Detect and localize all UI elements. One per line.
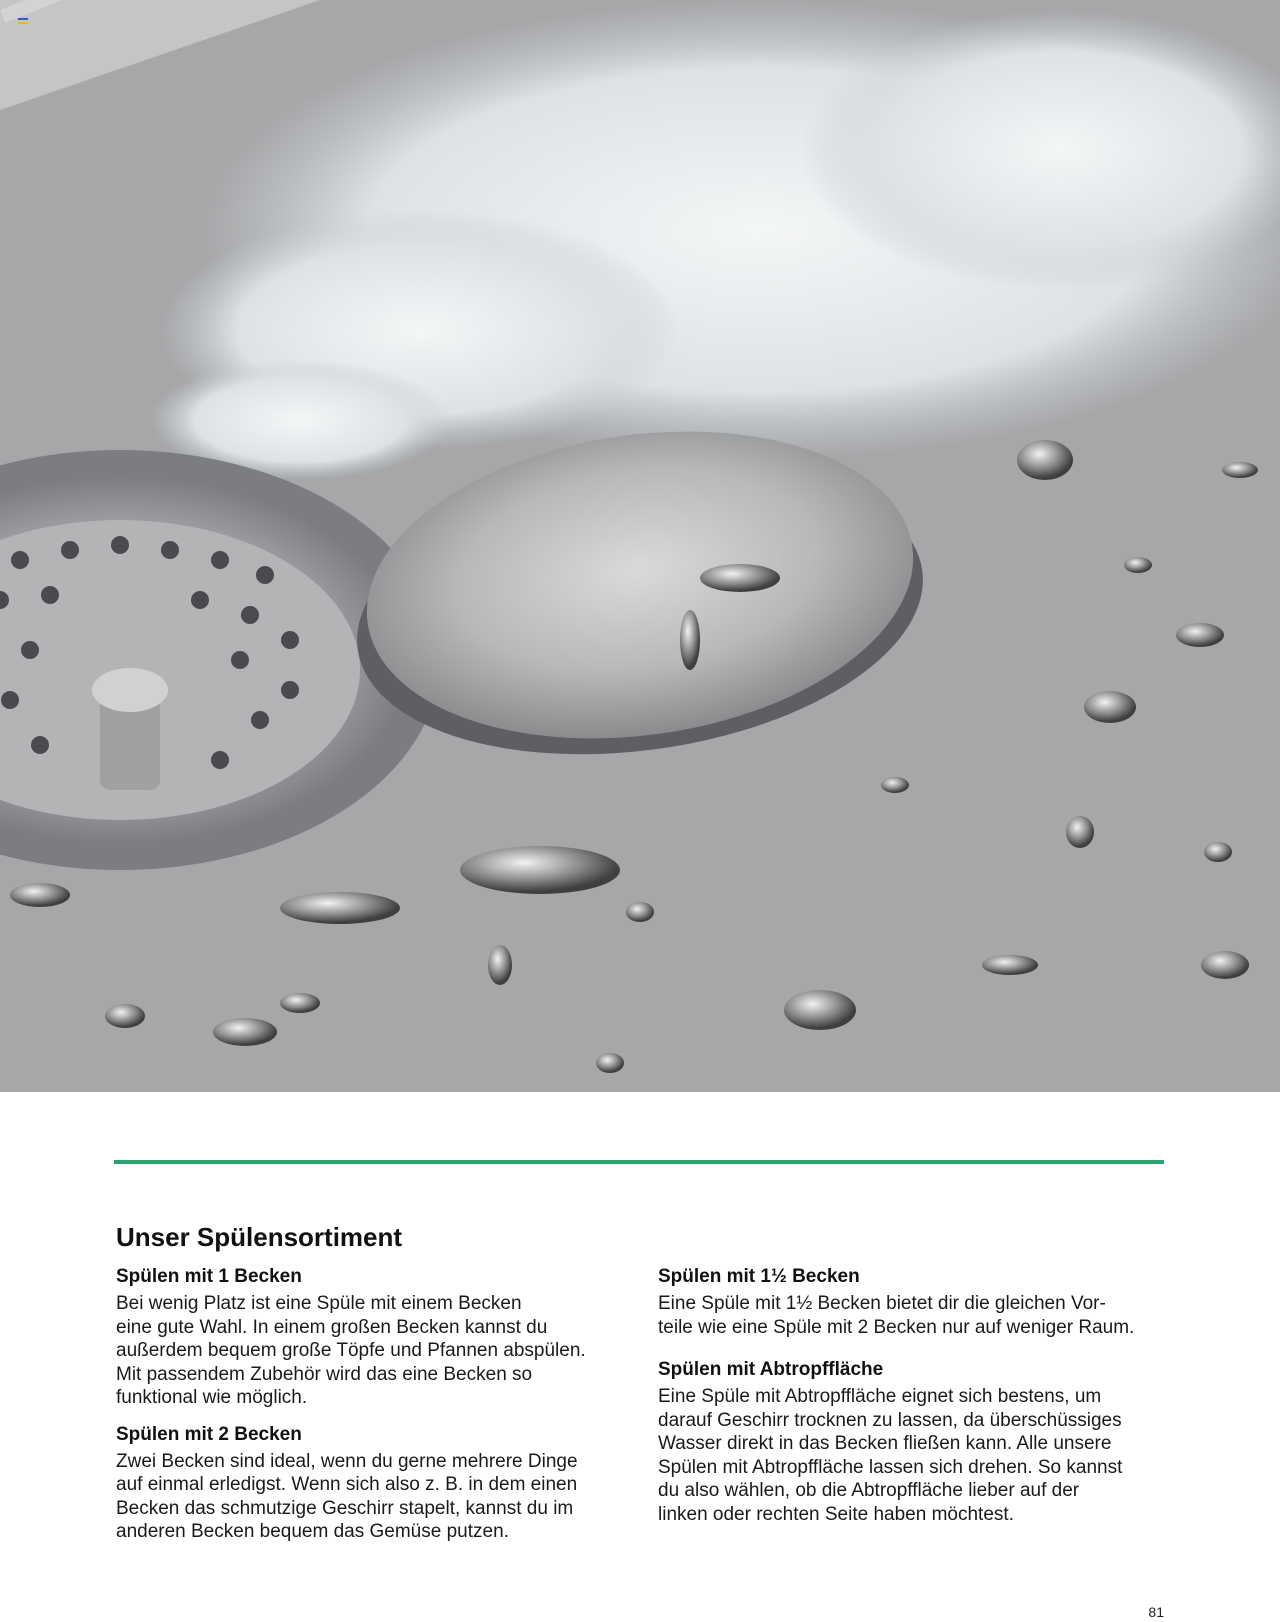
section-1-becken	[116, 1266, 636, 1410]
menu-icon[interactable]	[18, 18, 28, 26]
right-column	[658, 1266, 1178, 1540]
page-number: 81	[1148, 1604, 1164, 1620]
section-heading: Spülen mit 1 Becken	[116, 1266, 302, 1287]
section-body: Eine Spüle mit Abtropffläche eignet sich bestens, um darauf Geschirr trocknen zu lassen, da überschüssiges Wasser direkt in das Becken fließen kann. Alle unsere Spülen mit Abtropffläche lassen sich drehen. So kannst du also wählen, ob die Abtropffläche lieber auf der linken oder rechten Seite haben möchtest.	[658, 1386, 1123, 1525]
section-body: Eine Spüle mit 1½ Becken bietet dir die gleichen Vor- teile wie eine Spüle mit 2 Becken nur auf weniger Raum.	[658, 1293, 1135, 1338]
section-abtropfflaeche	[658, 1359, 1178, 1526]
section-heading: Spülen mit 1½ Becken	[658, 1266, 860, 1287]
left-column	[116, 1266, 636, 1558]
section-body: Zwei Becken sind ideal, wenn du gerne mehrere Dinge auf einmal erledigst. Wenn sich also z. B. in dem einen Becken das schmutzige Geschirr stapelt, kannst du im anderen Becken bequem das Gemüse putzen.	[116, 1450, 578, 1542]
section-body: Bei wenig Platz ist eine Spüle mit einem Becken eine gute Wahl. In einem großen Becken kannst du außerdem bequem große Töpfe und Pfannen abspülen. Mit passendem Zubehör wird das eine Becken so funktional wie möglich.	[116, 1293, 586, 1408]
section-1-5-becken	[658, 1266, 1178, 1339]
green-divider	[114, 1160, 1164, 1164]
section-heading: Spülen mit Abtropffläche	[658, 1359, 884, 1380]
page-title: Unser Spülensortiment	[116, 1222, 403, 1252]
section-2-becken	[116, 1424, 636, 1544]
section-heading: Spülen mit 2 Becken	[116, 1423, 302, 1445]
